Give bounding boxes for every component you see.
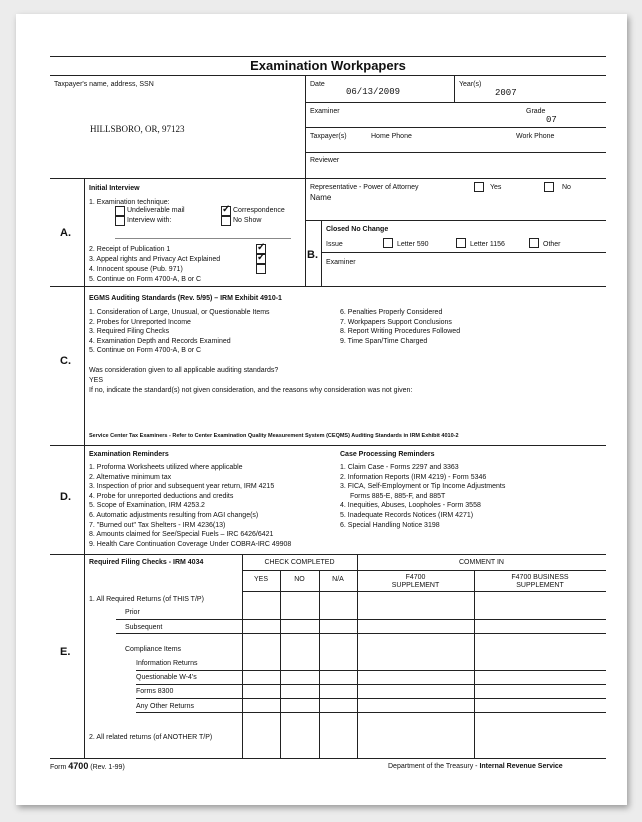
egms-item: 8. Report Writing Procedures Followed	[340, 328, 461, 336]
no-col-header: NO	[294, 576, 305, 583]
egms-item: 6. Penalties Properly Considered	[340, 309, 443, 316]
consideration-answer[interactable]: YES	[89, 377, 104, 384]
work-phone-label: Work Phone	[516, 133, 555, 140]
grade-value[interactable]: 07	[546, 115, 557, 125]
row-subsequent: Subsequent	[125, 624, 163, 631]
section-e-letter: E.	[60, 646, 71, 658]
taxpayers-phone-label: Taxpayer(s)	[310, 133, 347, 140]
correspondence-label: Correspondence	[233, 207, 285, 214]
row-info-returns: Information Returns	[136, 660, 198, 667]
case-reminder-item: 1. Claim Case - Forms 2297 and 3363	[340, 464, 459, 471]
filing-checks-title: Required Filing Checks - IRM 4034	[89, 559, 204, 566]
section-d-letter: D.	[60, 491, 71, 503]
grade-label: Grade	[526, 108, 546, 115]
exam-reminder-item: 8. Amounts claimed for See/Special Fuels – IRC 6426/6421	[89, 531, 274, 539]
consideration-question: Was consideration given to all applicable auditing standards?	[89, 367, 279, 374]
interview-label: Interview with:	[127, 217, 172, 224]
item-appeal-rights: 3. Appeal rights and Privacy Act Explained	[89, 256, 221, 263]
row-any-other: Any Other Returns	[136, 703, 194, 710]
comment-in-header: COMMENT IN	[459, 559, 504, 566]
home-phone-label: Home Phone	[371, 133, 412, 140]
egms-item: 3. Required Filing Checks	[89, 328, 170, 336]
exam-reminder-item: 2. Alternative minimum tax	[89, 473, 172, 481]
item-continue-4700: 5. Continue on Form 4700-A, B or C	[89, 276, 202, 283]
undeliverable-checkbox[interactable]	[115, 206, 125, 216]
interview-checkbox[interactable]	[115, 216, 125, 226]
egms-item: 4. Examination Depth and Records Examined	[89, 337, 231, 345]
year-value[interactable]: 2007	[495, 88, 517, 98]
rep-name-label: Name	[310, 193, 332, 202]
exam-reminder-item: 3. Inspection of prior and subsequent year return, IRM 4215	[89, 483, 275, 491]
row-prior: Prior	[125, 609, 140, 616]
case-reminder-item: 6. Special Handling Notice 3198	[340, 521, 440, 529]
egms-item: 9. Time Span/Time Charged	[340, 337, 428, 345]
item-innocent-spouse: 4. Innocent spouse (Pub. 971)	[89, 266, 183, 273]
year-label: Year(s)	[459, 81, 482, 88]
case-reminder-item: 2. Information Reports (IRM 4219) - Form 5346	[340, 473, 487, 481]
egms-item: 1. Consideration of Large, Unusual, or Questionable Items	[89, 309, 270, 316]
egms-item: 7. Workpapers Support Conclusions	[340, 318, 452, 326]
case-reminders-title: Case Processing Reminders	[340, 451, 435, 458]
case-reminder-item: 3. FICA, Self-Employment or Tip Income Adjustments	[340, 483, 506, 491]
examiner-label: Examiner	[310, 108, 340, 115]
egms-item: 5. Continue on Form 4700-A, B or C	[89, 347, 202, 355]
yes-col-header: YES	[253, 576, 268, 583]
form-number-footer: Form 4700 (Rev. 1-99)	[50, 761, 125, 771]
egms-title: EGMS Auditing Standards (Rev. 5/95) – IRM Exhibit 4910-1	[89, 295, 282, 302]
if-no-instruction: If no, indicate the standard(s) not given consideration, and the reasons why consideration was not given:	[89, 387, 413, 394]
technique-label: 1. Examination technique:	[89, 199, 170, 206]
form-title: Examination Workpapers	[250, 58, 406, 73]
other-checkbox[interactable]	[529, 238, 539, 248]
rep-no-label: No	[562, 184, 571, 191]
f4700b-header: F4700 BUSINESS	[511, 574, 569, 581]
row-forms-8300: Forms 8300	[136, 688, 174, 695]
section-c-letter: C.	[60, 355, 71, 367]
exam-reminder-item: 7. "Burned out" Tax Shelters - IRM 4236(13)	[89, 521, 226, 529]
letter1156-checkbox[interactable]	[456, 238, 466, 248]
row-all-related: 2. All related returns (of ANOTHER T/P)	[89, 734, 213, 741]
letter1156-label: Letter 1156	[470, 241, 505, 248]
innocent-spouse-checkbox[interactable]	[256, 264, 266, 274]
exam-reminder-item: 6. Automatic adjustments resulting from AGI change(s)	[89, 511, 259, 519]
department-footer: Department of the Treasury - Internal Revenue Service	[388, 763, 563, 770]
exam-reminder-item: 4. Probe for unreported deductions and credits	[89, 492, 234, 500]
reviewer-label: Reviewer	[310, 157, 340, 164]
closed-examiner-label: Examiner	[326, 259, 356, 266]
row-compliance: Compliance Items	[125, 646, 182, 653]
f4700b-header-sub: SUPPLEMENT	[516, 582, 564, 589]
rep-no-checkbox[interactable]	[544, 182, 554, 192]
other-label: Other	[543, 241, 561, 248]
issue-label: Issue	[326, 241, 343, 248]
representative-label: Representative - Power of Attorney	[310, 184, 419, 191]
section-a-letter: A.	[60, 227, 71, 239]
rep-yes-label: Yes	[490, 184, 502, 191]
closed-no-change-title: Closed No Change	[326, 226, 389, 233]
case-reminder-item: Forms 885-E, 885-F, and 885T	[350, 492, 446, 500]
na-col-header: N/A	[332, 576, 344, 583]
section-b-letter: B.	[307, 249, 318, 261]
exam-reminder-item: 9. Health Care Continuation Coverage Under COBRA-IRC 49908	[89, 540, 292, 548]
correspondence-checkbox[interactable]	[221, 206, 231, 216]
service-center-note: Service Center Tax Examiners - Refer to Center Examination Quality Measurement System (CEQMS) Auditing Standards in IRM Exhibit 4010-2	[89, 433, 459, 439]
letter590-label: Letter 590	[397, 241, 429, 248]
case-reminder-item: 5. Inadequate Records Notices (IRM 4271)	[340, 511, 474, 519]
initial-interview-title: Initial Interview	[89, 185, 140, 192]
appeal-rights-checkbox[interactable]	[256, 254, 266, 264]
row-questionable-w4: Questionable W-4's	[136, 674, 197, 681]
egms-item: 2. Probes for Unreported Income	[89, 318, 191, 326]
exam-reminder-item: 1. Proforma Worksheets utilized where applicable	[89, 464, 243, 471]
row-all-required: 1. All Required Returns (of THIS T/P)	[89, 596, 204, 603]
exam-reminders-title: Examination Reminders	[89, 451, 169, 458]
f4700-header-sub: SUPPLEMENT	[391, 582, 440, 589]
rep-yes-checkbox[interactable]	[474, 182, 484, 192]
date-label: Date	[310, 81, 325, 88]
noshow-label: No Show	[233, 217, 262, 224]
exam-reminder-item: 5. Scope of Examination, IRM 4253.2	[89, 502, 205, 510]
taxpayer-label: Taxpayer's name, address, SSN	[54, 81, 154, 88]
letter590-checkbox[interactable]	[383, 238, 393, 248]
undeliverable-label: Undeliverable mail	[127, 207, 185, 214]
case-reminder-item: 4. Inequities, Abuses, Loopholes - Form 3558	[340, 502, 481, 510]
form-page	[16, 14, 627, 805]
item-receipt-pub1: 2. Receipt of Publication 1	[89, 246, 171, 253]
date-value[interactable]: 06/13/2009	[346, 87, 401, 97]
taxpayer-address[interactable]: HILLSBORO, OR, 97123	[90, 124, 185, 134]
check-completed-header: CHECK COMPLETED	[264, 559, 335, 566]
noshow-checkbox[interactable]	[221, 216, 231, 226]
f4700-header: F4700	[405, 574, 426, 581]
